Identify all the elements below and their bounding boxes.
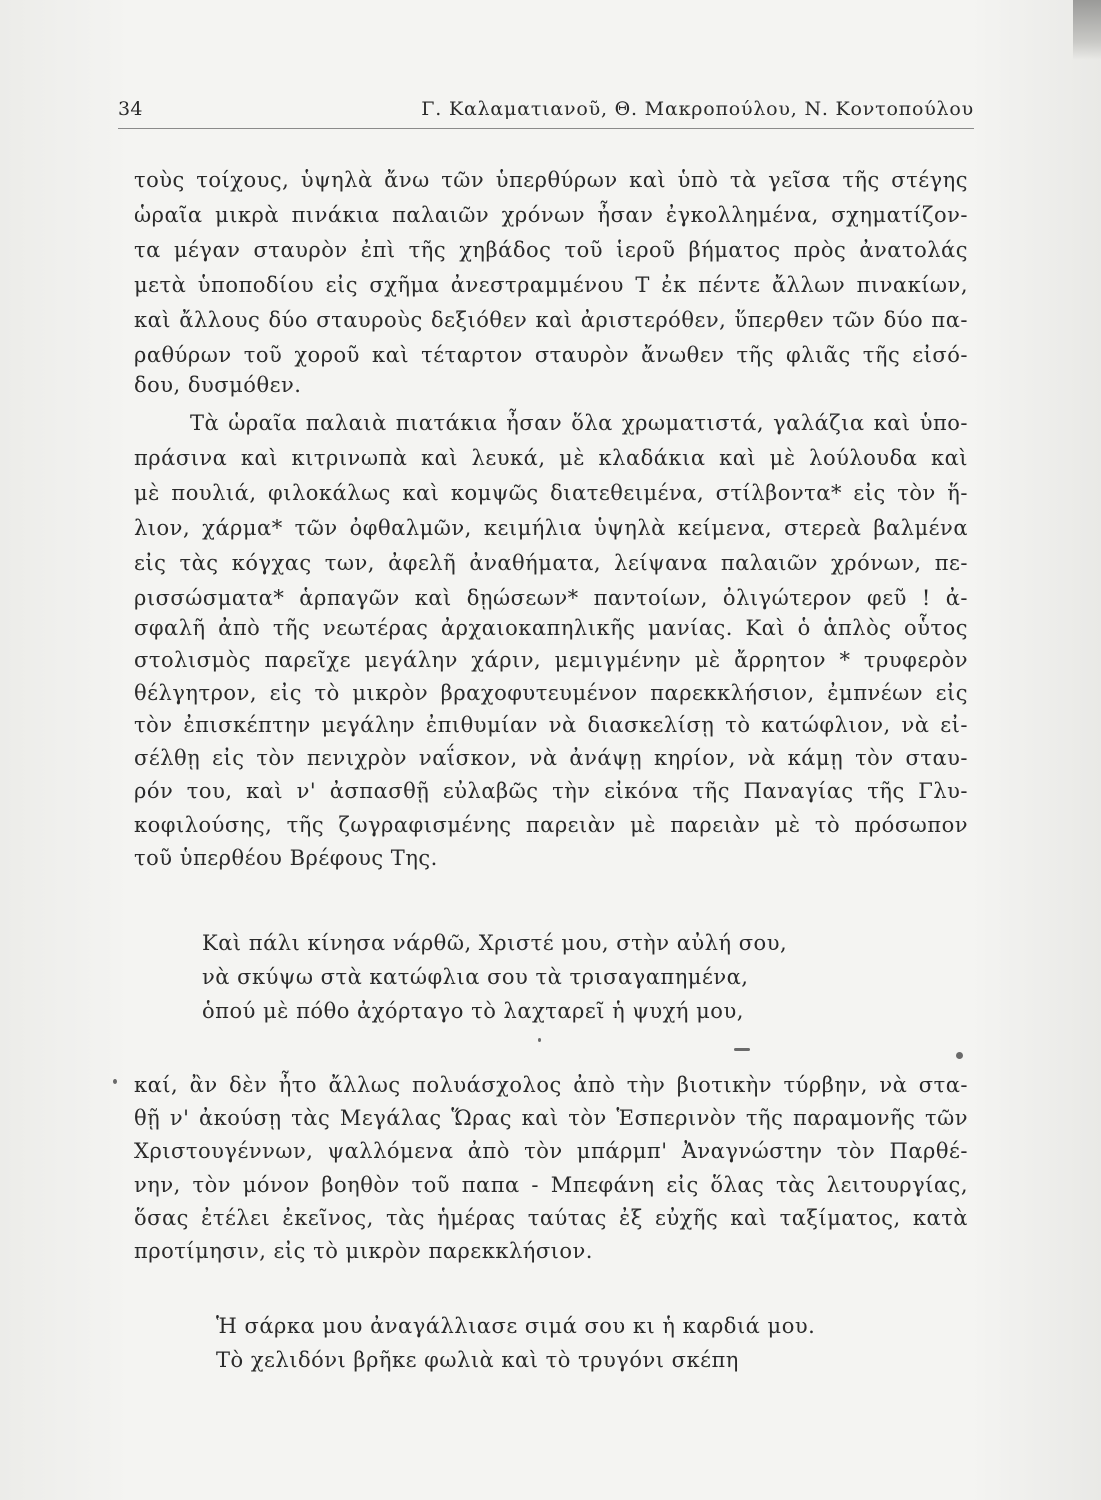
text-line: Τὰ ὡραῖα παλαιὰ πιατάκια ἦσαν ὅλα χρωματιστά, γαλάζια καὶ ὑπο- (190, 411, 968, 435)
text-line: μὲ πουλιά, φιλοκάλως καὶ κομψῶς διατεθειμένα, στίλβοντα* εἰς τὸν ἥ- (134, 481, 968, 505)
text-line: τὸν ἐπισκέπτην μεγάλην ἐπιθυμίαν νὰ διασκελίσῃ τὸ κατώφλιον, νὰ εἰ- (134, 713, 968, 737)
text-line: τοὺς τοίχους, ὑψηλὰ ἄνω τῶν ὑπερθύρων καὶ ὑπὸ τὰ γεῖσα τῆς στέγης (134, 168, 968, 192)
text-line: στολισμὸς παρεῖχε μεγάλην χάριν, μεμιγμένην μὲ ἄρρητον * τρυφερὸν (134, 648, 968, 672)
text-line: πράσινα καὶ κιτρινωπὰ καὶ λευκά, μὲ κλαδάκια καὶ μὲ λούλουδα καὶ (134, 446, 968, 470)
verse-line: νὰ σκύψω στὰ κατώφλια σου τὰ τρισαγαπημένα, (202, 965, 749, 989)
text-line: μετὰ ὑποποδίου εἰς σχῆμα ἀνεστραμμένου Τ ἐκ πέντε ἄλλων πινακίων, (134, 273, 968, 297)
text-line: ρισσώσματα* ἁρπαγῶν καὶ δῃώσεων* παντοίων, ὀλιγώτερον φεῦ ! ἀ- (134, 586, 968, 610)
text-line: τα μέγαν σταυρὸν ἐπὶ τῆς χηβάδος τοῦ ἱεροῦ βήματος πρὸς ἀνατολάς (134, 238, 968, 262)
verse-line: ὁπού μὲ πόθο ἀχόρταγο τὸ λαχταρεῖ ἡ ψυχή μου, (202, 999, 744, 1023)
text-line: λιον, χάρμα* τῶν ὀφθαλμῶν, κειμήλια ὑψηλὰ κείμενα, στερεὰ βαλμένα (134, 516, 968, 540)
scan-speck (113, 1079, 117, 1084)
text-line: σφαλῆ ἀπὸ τῆς νεωτέρας ἀρχαιοκαπηλικῆς μανίας. Καὶ ὁ ἁπλὸς οὗτος (134, 616, 968, 640)
verse-line: Ἡ σάρκα μου ἀναγάλλιασε σιμά σου κι ἡ καρδιά μου. (216, 1314, 816, 1338)
page-number: 34 (118, 98, 143, 120)
text-line: ὅσας ἐτέλει ἐκεῖνος, τὰς ἡμέρας ταύτας ἐξ εὐχῆς καὶ ταξίματος, κατὰ (134, 1206, 968, 1230)
text-line: σέλθῃ εἰς τὸν πενιχρὸν ναΐσκον, νὰ ἀνάψῃ κηρίον, νὰ κάμῃ τὸν σταυ- (134, 746, 968, 770)
text-line: θῇ ν' ἀκούσῃ τὰς Μεγάλας Ὥρας καὶ τὸν Ἑσπερινὸν τῆς παραμονῆς τῶν (134, 1106, 968, 1130)
text-line: θέλγητρον, εἰς τὸ μικρὸν βραχοφυτευμένον παρεκκλήσιον, ἐμπνέων εἰς (134, 681, 968, 705)
text-line: κοφιλούσης, τῆς ζωγραφισμένης παρειὰν μὲ παρειὰν μὲ τὸ πρόσωπον (134, 813, 968, 837)
running-head: Γ. Καλαματιανοῦ, Θ. Μακροπούλου, Ν. Κοντοπούλου (421, 98, 974, 120)
text-line: τοῦ ὑπερθέου Βρέφους Της. (134, 846, 438, 870)
text-line: καί, ἂν δὲν ἦτο ἄλλως πολυάσχολος ἀπὸ τὴν βιοτικὴν τύρβην, νὰ στα- (134, 1073, 968, 1097)
page-header (118, 98, 974, 129)
scan-edge-shadow (1073, 0, 1101, 60)
text-line: ραθύρων τοῦ χοροῦ καὶ τέταρτον σταυρὸν ἄνωθεν τῆς φλιᾶς τῆς εἰσό- (134, 343, 968, 367)
verse-line: Τὸ χελιδόνι βρῆκε φωλιὰ καὶ τὸ τρυγόνι σκέπη (216, 1348, 739, 1372)
text-line: εἰς τὰς κόγχας των, ἀφελῆ ἀναθήματα, λείψανα παλαιῶν χρόνων, πε- (134, 551, 968, 575)
text-line: νην, τὸν μόνον βοηθὸν τοῦ παπα - Μπεφάνη εἰς ὅλας τὰς λειτουργίας, (134, 1173, 968, 1197)
text-line: ὡραῖα μικρὰ πινάκια παλαιῶν χρόνων ἦσαν ἐγκολλημένα, σχηματίζον- (134, 203, 968, 227)
text-line: καὶ ἄλλους δύο σταυροὺς δεξιόθεν καὶ ἀριστερόθεν, ὕπερθεν τῶν δύο πα- (134, 308, 968, 332)
text-line: δου, δυσμόθεν. (134, 373, 302, 397)
scan-speck (538, 1038, 541, 1042)
scan-speck (956, 1052, 963, 1059)
verse-line: Καὶ πάλι κίνησα νάρθῶ, Χριστέ μου, στὴν αὐλή σου, (202, 931, 788, 955)
text-line: Χριστουγέννων, ψαλλόμενα ἀπὸ τὸν μπάρμπ' Ἀναγνώστην τὸν Παρθέ- (134, 1139, 968, 1163)
text-line: ρόν του, καὶ ν' ἀσπασθῇ εὐλαβῶς τὴν εἰκόνα τῆς Παναγίας τῆς Γλυ- (134, 779, 968, 803)
text-line: προτίμησιν, εἰς τὸ μικρὸν παρεκκλήσιον. (134, 1239, 593, 1263)
scan-speck (734, 1048, 750, 1051)
